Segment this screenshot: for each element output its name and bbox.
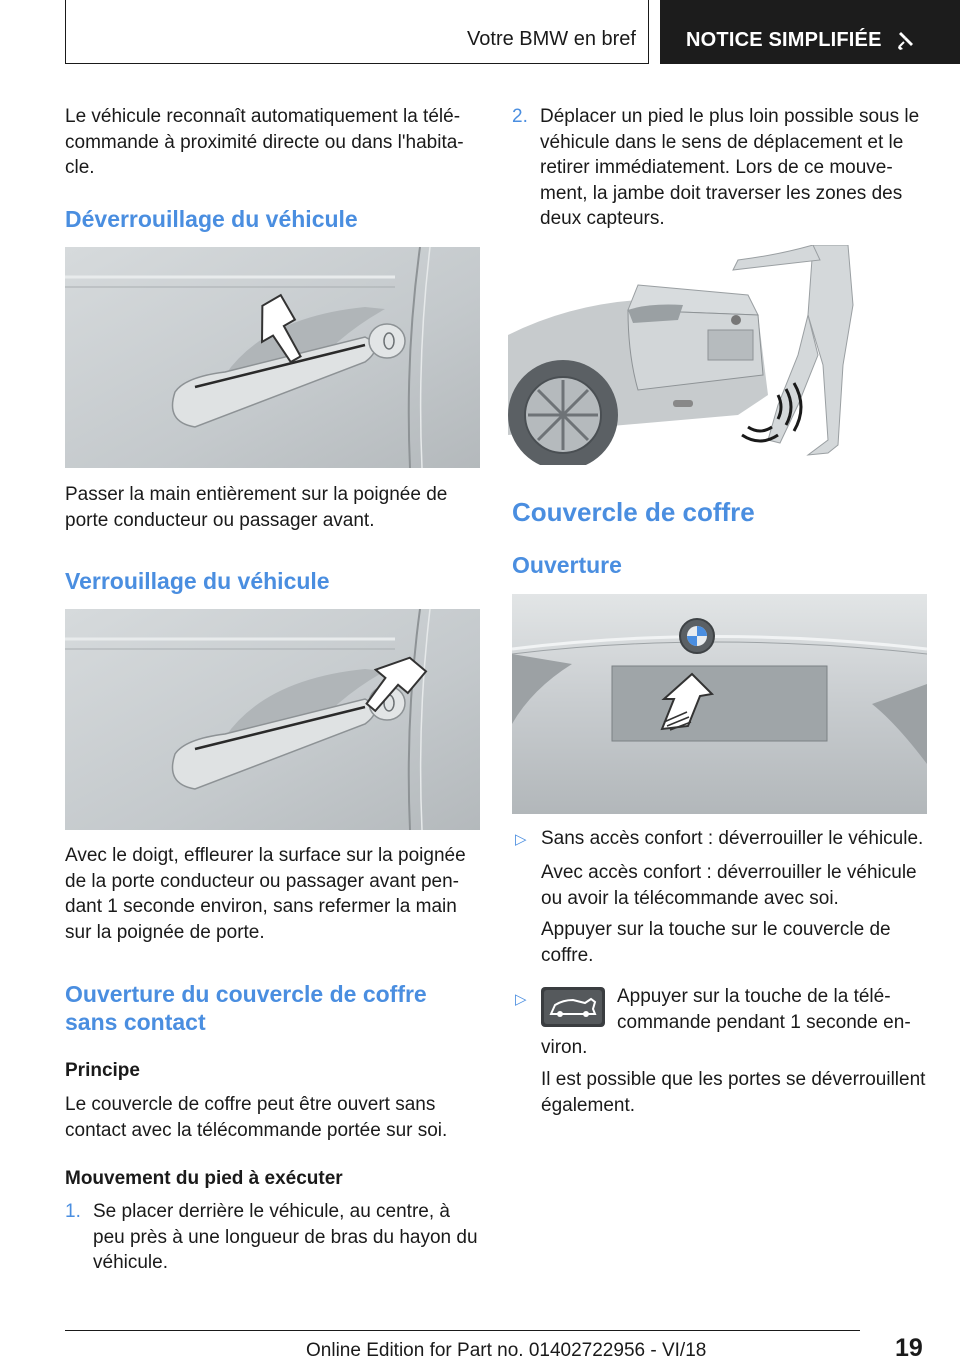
unlock-instructions: Passer la main entièrement sur la poignée de porte conducteur ou passager avant. bbox=[65, 484, 448, 531]
bullet-2-line-1b: viron. bbox=[541, 1037, 588, 1058]
unlock-heading: Déverrouillage du véhicule bbox=[65, 206, 358, 232]
bullet-2-line-1: Appuyer sur la touche de la télé- commande pendant 1 seconde en- bbox=[617, 986, 911, 1033]
bullet-marker-1: ▷ bbox=[515, 831, 527, 848]
movement-heading: Mouvement du pied à exécuter bbox=[65, 1168, 343, 1189]
intro-text: Le véhicule reconnaît automatiquement la télé- commande à proximité directe ou dans l'habita- cle. bbox=[65, 106, 464, 178]
header-section-title: Votre BMW en bref bbox=[467, 28, 636, 50]
bullet-2-line-2: Il est possible que les portes se déverrouillent également. bbox=[541, 1069, 926, 1116]
bullet-1-line-1: Sans accès confort : déverrouiller le véhicule. bbox=[541, 828, 924, 849]
bullet-1-line-3: Appuyer sur la touche sur le couvercle de coffre. bbox=[541, 919, 891, 966]
handsfree-trunk-heading: Ouverture du couvercle de coffre sans contact bbox=[65, 981, 427, 1035]
step-2-number: 2. bbox=[512, 106, 528, 127]
page-number: 19 bbox=[895, 1334, 923, 1362]
lock-instructions: Avec le doigt, effleurer la surface sur la poignée de la porte conducteur ou passager avant pen- dant 1 seconde environ, sans refermer la main sur la poignée de porte. bbox=[65, 845, 466, 943]
bullet-marker-2: ▷ bbox=[515, 991, 527, 1008]
door-handle-lock-image bbox=[65, 609, 480, 830]
step-1-number: 1. bbox=[65, 1201, 81, 1222]
trunk-button-image bbox=[512, 594, 927, 814]
principle-heading: Principe bbox=[65, 1060, 140, 1081]
header-rule-bottom bbox=[65, 63, 649, 64]
footer-edition: Online Edition for Part no. 01402722956 - VI/18 bbox=[306, 1340, 707, 1361]
pen-icon bbox=[895, 28, 919, 52]
bullet-1-line-2: Avec accès confort : déverrouiller le véhicule ou avoir la télécommande avec soi. bbox=[541, 862, 917, 909]
foot-gesture-image bbox=[508, 245, 923, 465]
header-rule-divider bbox=[648, 0, 649, 64]
principle-text: Le couvercle de coffre peut être ouvert sans contact avec la télécommande portée sur soi. bbox=[65, 1094, 448, 1141]
step-2-text: Déplacer un pied le plus loin possible sous le véhicule dans le sens de déplacement et le retirer immédiatement. Lors de ce mouve- ment, la jambe doit traverser les zones des deux capteurs. bbox=[540, 106, 920, 229]
footer-rule bbox=[65, 1330, 860, 1331]
lock-heading: Verrouillage du véhicule bbox=[65, 568, 330, 594]
car-trunk-key-icon bbox=[541, 987, 605, 1027]
header-tab-label[interactable]: NOTICE SIMPLIFIÉE bbox=[686, 29, 882, 51]
trunk-lid-heading: Couvercle de coffre bbox=[512, 497, 755, 527]
step-1-text: Se placer derrière le véhicule, au centre, à peu près à une longueur de bras du hayon du véhicule. bbox=[93, 1201, 478, 1273]
door-handle-unlock-image bbox=[65, 247, 480, 468]
opening-heading: Ouverture bbox=[512, 552, 622, 578]
